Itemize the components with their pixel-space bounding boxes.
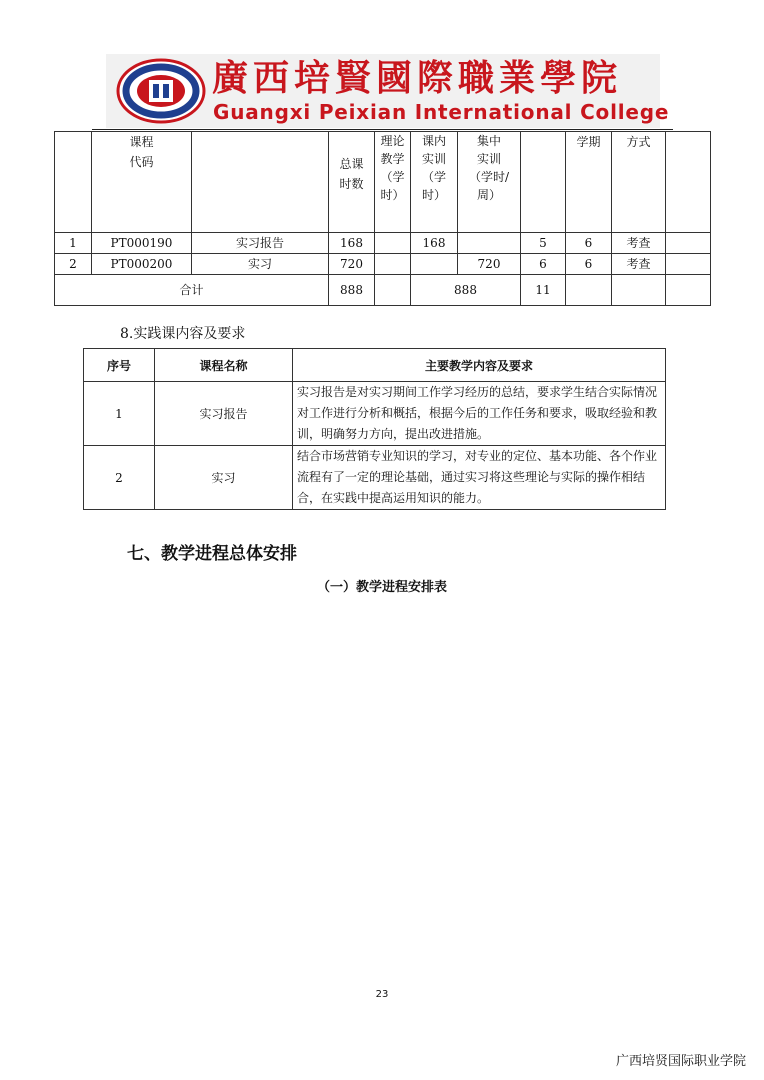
credits: 6 [521, 254, 566, 275]
theory-hours [375, 233, 411, 254]
course-name: 实习报告 [192, 233, 329, 254]
header-cell-blank [192, 132, 329, 233]
assessment-method: 考查 [612, 254, 666, 275]
header-concentrated-training: 集中 实训 （学时/ 周） [458, 132, 521, 233]
table-header-row [84, 349, 666, 382]
total-hours-sum: 888 [329, 275, 375, 306]
table-row [84, 382, 666, 446]
header-course-name: 课程名称 [155, 349, 293, 382]
in-class-hours [411, 254, 458, 275]
empty-cell [666, 233, 711, 254]
concentrated-hours: 720 [458, 254, 521, 275]
table-row [55, 254, 711, 275]
header-theory-hours: 理论 教学 （学 时） [375, 132, 411, 233]
section-8-title: 8.实践课内容及要求 [120, 326, 246, 342]
college-name-chinese: 廣西培賢國際職業學院 [212, 57, 623, 99]
course-content: 结合市场营销专业知识的学习，对专业的定位、基本功能、各个作业流程有了一定的理论基础，通过实习将这些理论与实际的操作相结合，在实践中提高运用知识的能力。 [293, 446, 666, 510]
course-content: 实习报告是对实习期间工作学习经历的总结，要求学生结合实际情况对工作进行分析和概括，根据今后的工作任务和要求，吸取经验和教训，明确努力方向，提出改进措施。 [293, 382, 666, 446]
section-7-title: 七、教学进程总体安排 [127, 544, 297, 564]
college-name-english: Guangxi Peixian International College [213, 100, 670, 124]
course-name: 实习报告 [155, 382, 293, 446]
semester: 6 [566, 254, 612, 275]
header-semester: 学期 [566, 132, 612, 233]
course-code: PT000190 [92, 233, 192, 254]
course-code: PT000200 [92, 254, 192, 275]
course-name: 实习 [192, 254, 329, 275]
credits-sum: 11 [521, 275, 566, 306]
practice-course-table [83, 348, 666, 510]
header-total-hours: 总课 时数 [329, 132, 375, 233]
footer-college-name: 广西培贤国际职业学院 [615, 1054, 746, 1069]
empty-cell [612, 275, 666, 306]
empty-cell [566, 275, 612, 306]
course-name: 实习 [155, 446, 293, 510]
row-number: 1 [84, 382, 155, 446]
page-number: 23 [375, 989, 389, 1000]
total-hours: 168 [329, 233, 375, 254]
empty-cell [375, 275, 411, 306]
assessment-method: 考查 [612, 233, 666, 254]
header-in-class-training: 课内 实训 （学 时） [411, 132, 458, 233]
total-row [55, 275, 711, 306]
section-7-subtitle: （一）教学进程安排表 [316, 580, 447, 595]
header-cell-blank [666, 132, 711, 233]
empty-cell [666, 275, 711, 306]
header-sequence-number: 序号 [84, 349, 155, 382]
training-hours-sum: 888 [411, 275, 521, 306]
concentrated-hours [458, 233, 521, 254]
empty-cell [666, 254, 711, 275]
total-label: 合计 [55, 275, 329, 306]
in-class-hours: 168 [411, 233, 458, 254]
semester: 6 [566, 233, 612, 254]
theory-hours [375, 254, 411, 275]
row-number: 1 [55, 233, 92, 254]
college-seal-logo [116, 58, 206, 124]
table-row [84, 446, 666, 510]
row-number: 2 [55, 254, 92, 275]
header-course-code: 课程 代码 [92, 132, 192, 233]
header-assessment-method: 方式 [612, 132, 666, 233]
credits: 5 [521, 233, 566, 254]
course-hours-table [54, 131, 711, 306]
header-divider [92, 129, 673, 130]
header-teaching-content: 主要教学内容及要求 [293, 349, 666, 382]
table-header-row [55, 132, 711, 233]
header-cell-blank [521, 132, 566, 233]
row-number: 2 [84, 446, 155, 510]
header-cell-blank [55, 132, 92, 233]
table-row [55, 233, 711, 254]
total-hours: 720 [329, 254, 375, 275]
